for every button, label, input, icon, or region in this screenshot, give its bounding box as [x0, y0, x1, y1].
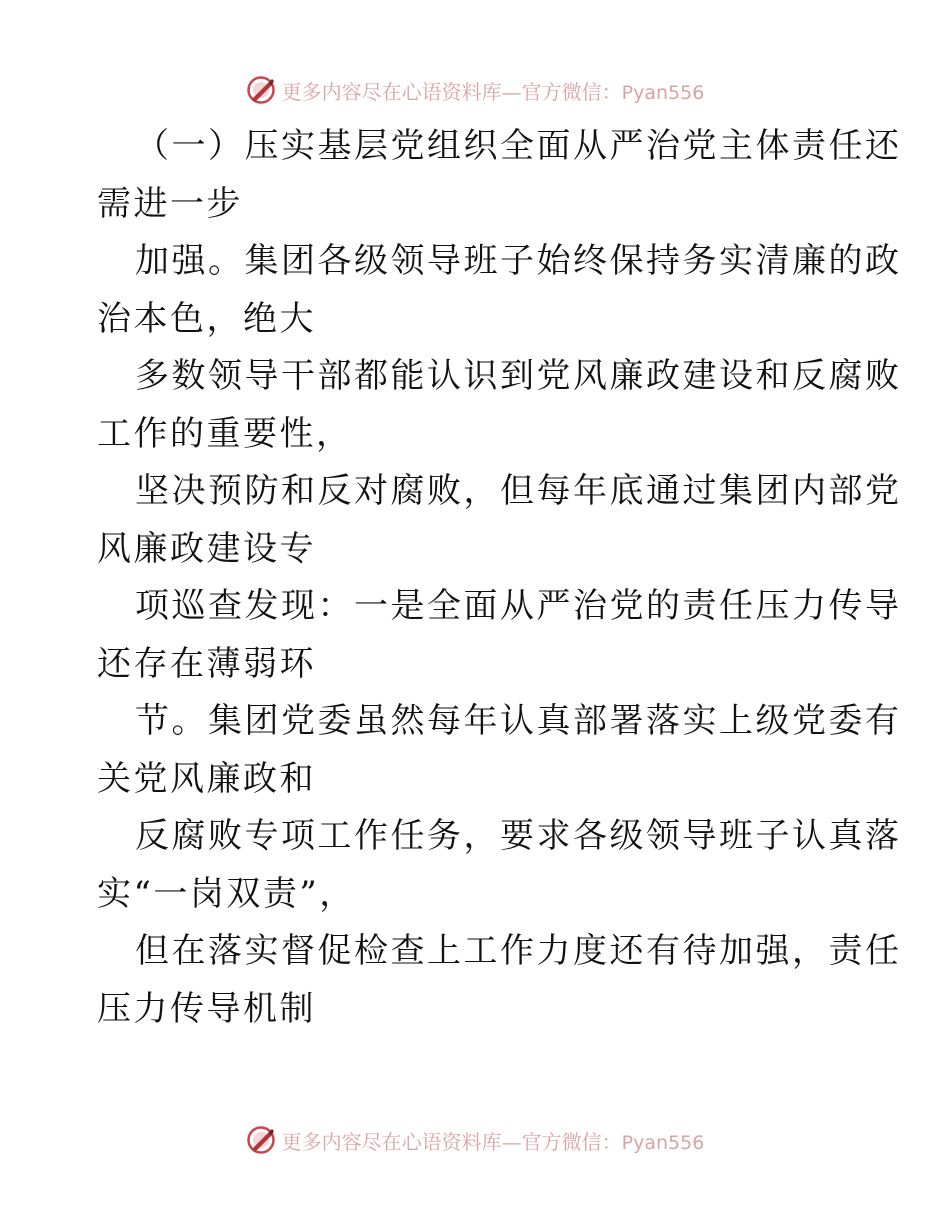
- pen-seal-logo-icon: [246, 1125, 276, 1155]
- paragraph-line-continuation: 风廉政建设专: [97, 528, 316, 569]
- paragraph-line-indented: 反腐败专项工作任务，要求各级领导班子认真落: [135, 816, 902, 856]
- paragraph-line-continuation: 需进一步: [97, 183, 243, 224]
- paragraph-line-continuation: 治本色，绝大: [97, 298, 316, 339]
- paragraph-line-continuation: 关党风廉政和: [97, 758, 316, 799]
- paragraph-line-indented: 但在落实督促检查上工作力度还有待加强，责任: [135, 931, 902, 971]
- paragraph-line-continuation: 实“一岗双责”，: [97, 873, 356, 914]
- document-body: [97, 118, 902, 1038]
- paragraph-line-indented: 加强。集团各级领导班子始终保持务实清廉的政: [135, 241, 902, 281]
- pen-seal-logo-icon: [246, 75, 276, 105]
- paragraph-line-continuation: 工作的重要性，: [97, 413, 353, 454]
- watermark-text: 更多内容尽在心语资料库—官方微信：Pyan556: [281, 1129, 705, 1154]
- watermark-text: 更多内容尽在心语资料库—官方微信：Pyan556: [281, 79, 705, 104]
- footer-watermark: [0, 1124, 950, 1156]
- paragraph-line-indented: 坚决预防和反对腐败，但每年底通过集团内部党: [135, 471, 902, 511]
- paragraph-line-indented: 多数领导干部都能认识到党风廉政建设和反腐败: [135, 356, 902, 396]
- paragraph-line-indented: 节。集团党委虽然每年认真部署落实上级党委有: [135, 701, 902, 741]
- watermark-handle: Pyan556: [621, 81, 705, 104]
- watermark-handle: Pyan556: [621, 1131, 705, 1154]
- paragraph-line-continuation: 压力传导机制: [97, 988, 316, 1029]
- paragraph-line-continuation: 还存在薄弱环: [97, 643, 316, 684]
- paragraph-line-indented: 项巡查发现：一是全面从严治党的责任压力传导: [135, 586, 902, 626]
- paragraph-line-indented: （一）压实基层党组织全面从严治党主体责任还: [135, 126, 902, 166]
- header-watermark: [0, 74, 950, 106]
